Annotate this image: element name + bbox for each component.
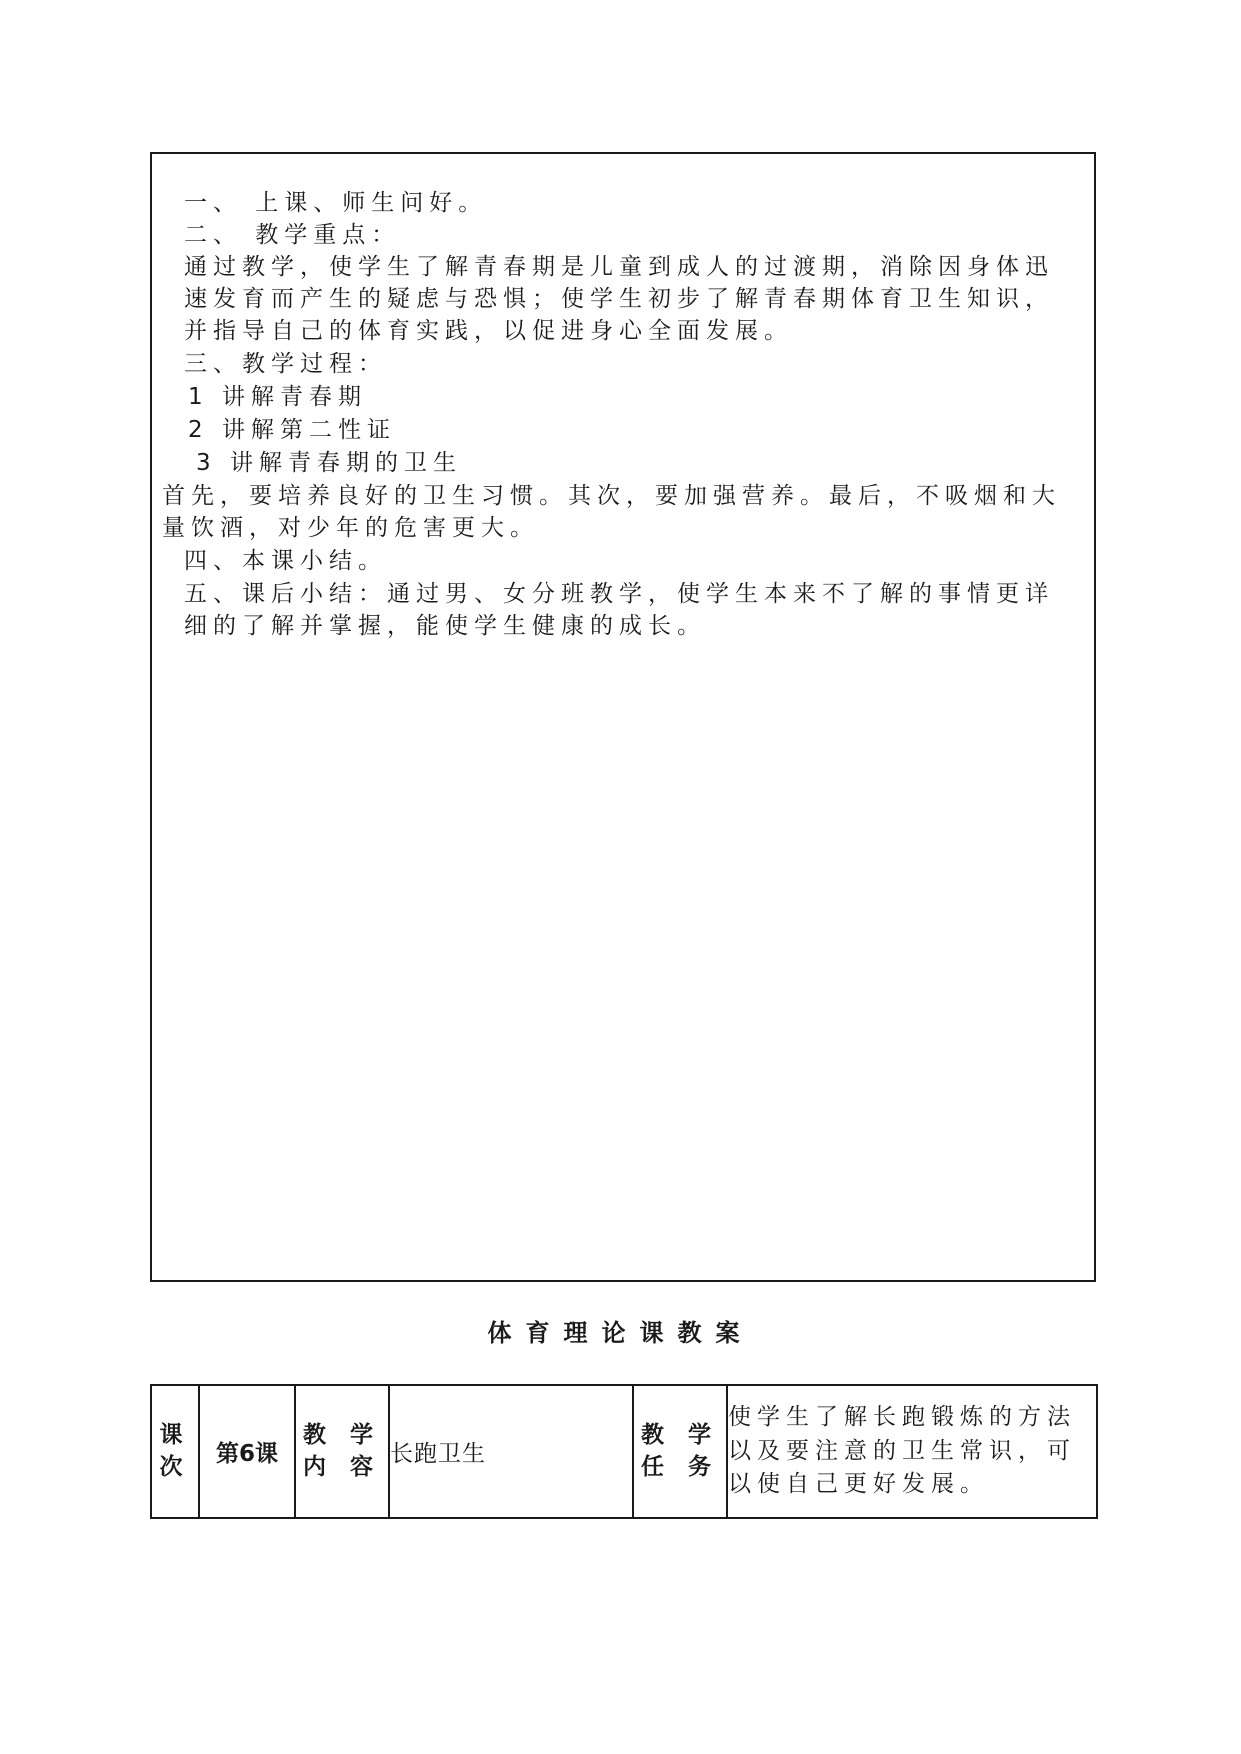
teaching-task-value: 使学生了解长跑锻炼的方法以及要注意的卫生常识，可以使自己更好发展。 [727, 1385, 1097, 1518]
body-line-9: 3 讲解青春期的卫生 [196, 450, 462, 476]
teaching-content-label-bottom: 内 容 [302, 1453, 381, 1480]
lesson-info-table [150, 1384, 1098, 1519]
teaching-task-label-bottom: 任 务 [640, 1453, 719, 1480]
teaching-content-value: 长跑卫生 [389, 1385, 633, 1518]
body-line-3: 通过教学，使学生了解青春期是儿童到成人的过渡期，消除因身体迅 [184, 254, 1054, 280]
document-title: 体育理论课教案 [487, 1319, 754, 1347]
body-line-2: 二、 教学重点： [184, 222, 401, 248]
body-line-1: 一、 上课、师生问好。 [184, 190, 488, 216]
body-line-4: 速发育而产生的疑虑与恐惧；使学生初步了解青春期体育卫生知识， [184, 286, 1054, 312]
teaching-content-label [295, 1385, 389, 1518]
lesson-order-label [151, 1385, 199, 1518]
lesson-number: 第6课 [199, 1385, 295, 1518]
teaching-task-label-top: 教 学 [640, 1422, 719, 1449]
body-line-11: 量饮酒，对少年的危害更大。 [162, 515, 539, 541]
body-line-6: 三、教学过程： [184, 351, 387, 377]
lesson-order-label-bottom: 次 [159, 1453, 191, 1480]
body-line-5: 并指导自己的体育实践，以促进身心全面发展。 [184, 318, 793, 344]
lesson-order-label-top: 课 [159, 1422, 191, 1449]
teaching-content-label-top: 教 学 [302, 1422, 381, 1449]
body-line-7: 1 讲解青春期 [188, 384, 367, 410]
body-line-12: 四、本课小结。 [184, 548, 387, 574]
body-line-14: 细的了解并掌握，能使学生健康的成长。 [184, 613, 706, 639]
teaching-task-label [633, 1385, 727, 1518]
body-line-13: 五、课后小结：通过男、女分班教学，使学生本来不了解的事情更详 [184, 581, 1054, 607]
body-line-8: 2 讲解第二性证 [188, 417, 396, 443]
body-line-10: 首先，要培养良好的卫生习惯。其次，要加强营养。最后，不吸烟和大 [162, 483, 1061, 509]
